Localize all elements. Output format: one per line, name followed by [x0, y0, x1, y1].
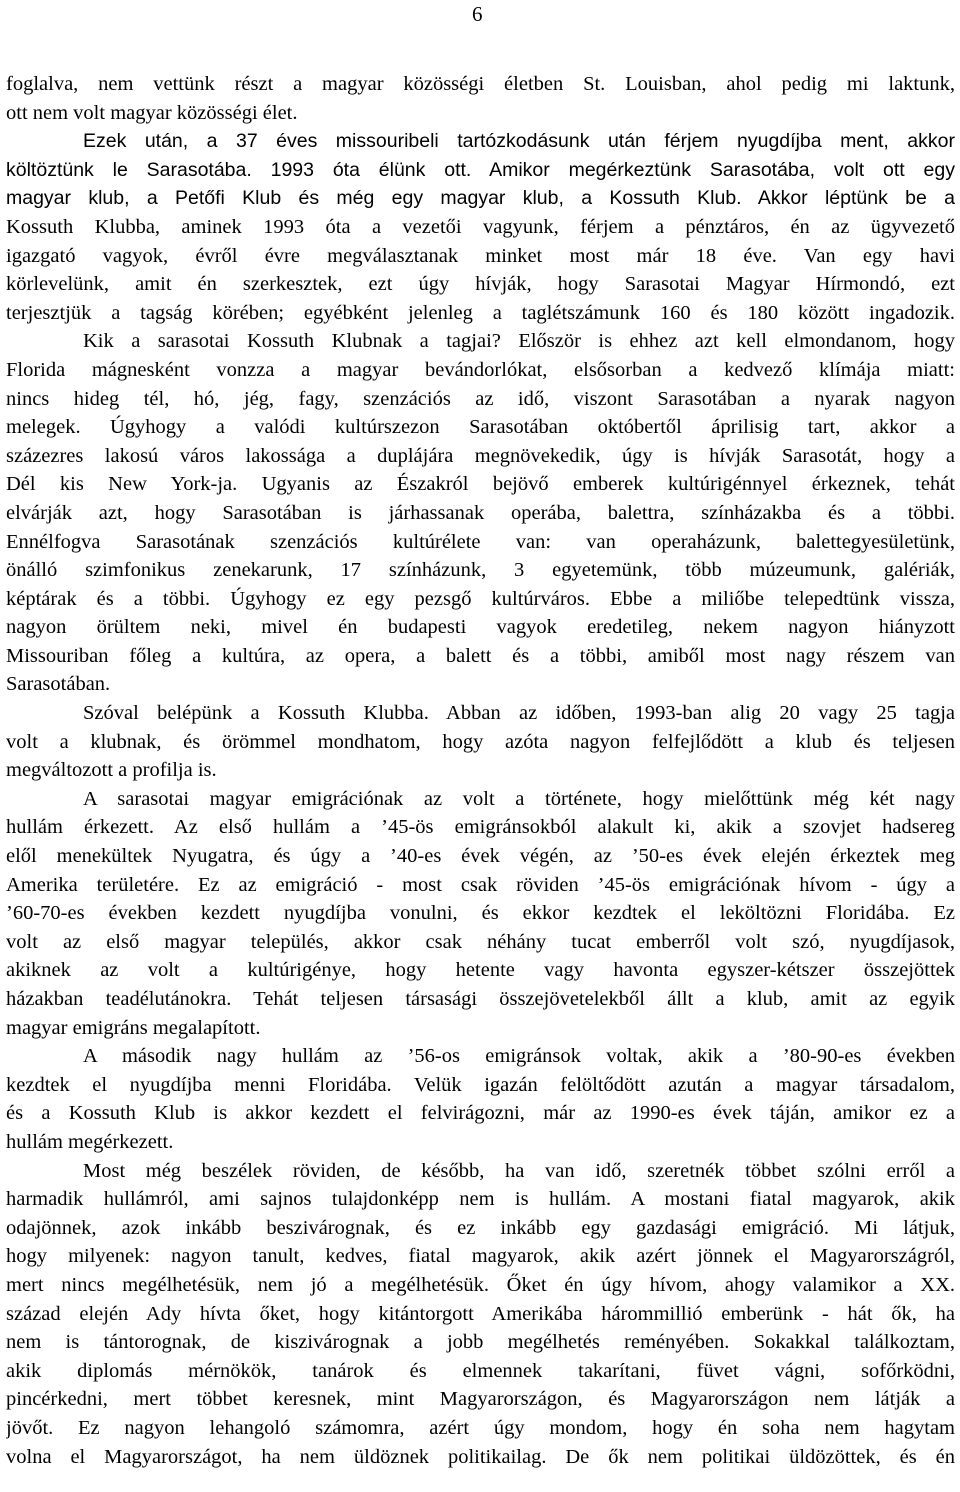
text-line: magyar emigráns megalapított.	[6, 1016, 261, 1039]
text-line: ott nem volt magyar közösségi élet.	[6, 101, 298, 124]
text-line: önálló szimfonikus zenekarunk, 17 színházunk, 3 egyetemünk, több múzeumunk, galériák,	[6, 559, 955, 582]
text-line: képtárak és a többi. Úgyhogy ez egy pezsgő kultúrváros. Ebbe a miliőbe telepedtünk vissza,	[6, 587, 955, 610]
text-line: nem is tántorognak, de kiszivárognak a jobb megélhetés reményében. Sokakkal találkoztam,	[6, 1331, 955, 1354]
text-line: megváltozott a profilja is.	[6, 759, 217, 782]
text-line: Most még beszélek röviden, de később, ha van idő, szeretnék többet szólni erről a	[83, 1159, 955, 1182]
text-line: Amerika területére. Ez az emigráció - most csak röviden ’45-ös emigrációnak hívom - úgy a	[6, 873, 955, 896]
text-line: nagyon örültem neki, mivel én budapesti vagyok eredetileg, nekem nagyon hiányzott	[6, 616, 955, 639]
text-line: akiknek az volt a kultúrigénye, hogy hetente vagy havonta egyszer-kétszer összejöttek	[6, 959, 955, 982]
text-line: foglalva, nem vettünk részt a magyar közösségi életben St. Louisban, ahol pedig mi laktunk,	[6, 73, 955, 95]
text-line: Ezek után, a 37 éves missouribeli tartózkodásunk után férjem nyugdíjba ment, akkor	[83, 130, 955, 153]
text-line: A második nagy hullám az ’56-os emigránsok voltak, akik a ’80-90-es években	[83, 1045, 955, 1068]
text-line: hullám érkezett. Az első hullám a ’45-ös emigránsokból alakult ki, akik a szovjet hadsereg	[6, 816, 955, 839]
text-line: Florida mágnesként vonzza a magyar bevándorlókat, elsősorban a kedvező klímája miatt:	[6, 358, 955, 381]
text-line: volt a klubnak, és örömmel mondhatom, hogy azóta nagyon felfejlődött a klub és teljesen	[6, 730, 955, 753]
text-line: magyar klub, a Petőfi Klub és még egy magyar klub, a Kossuth Klub. Akkor léptünk be a	[6, 187, 955, 210]
text-line: Kik a sarasotai Kossuth Klubnak a tagjai? Először is ehhez azt kell elmondanom, hogy	[83, 330, 955, 353]
text-line: százezres lakosú város lakossága a duplájára megnövekedik, úgy is hívják Sarasotát, hogy a	[6, 444, 955, 467]
text-line: Dél kis New York-ja. Ugyanis az Északról bejövő emberek kultúrigénnyel érkeznek, tehát	[6, 473, 955, 496]
text-line: terjesztjük a tagság körében; egyébként jelenleg a taglétszámunk 160 és 180 között ingadozik.	[6, 301, 955, 324]
body-text	[6, 70, 955, 1471]
text-line: század elején Ady hívta őket, hogy kitántorgott Amerikába hárommillió emberünk - hát ők, ha	[6, 1302, 955, 1325]
text-line: Szóval belépünk a Kossuth Klubba. Abban az időben, 1993-ban alig 20 vagy 25 tagja	[83, 702, 955, 725]
text-line: elvárják azt, hogy Sarasotában is járhassanak operába, balettra, színházakba és a többi.	[6, 501, 955, 524]
text-line: igazgató vagyok, évről évre megválasztanak minket most már 18 éve. Van egy havi	[6, 244, 955, 267]
text-line: költöztünk le Sarasotába. 1993 óta élünk ott. Amikor megérkeztünk Sarasotába, volt ott egy	[6, 158, 955, 181]
text-line: kezdtek el nyugdíjba menni Floridába. Velük igazán felöltődött azután a magyar társadalom,	[6, 1073, 955, 1096]
text-line: körlevelünk, amit én szerkesztek, ezt úgy hívják, hogy Sarasotai Magyar Hírmondó, ezt	[6, 273, 955, 296]
text-line: akik diplomás mérnökök, tanárok és elmennek takarítani, füvet vágni, sofőrködni,	[6, 1359, 955, 1382]
text-line: melegek. Úgyhogy a valódi kultúrszezon Sarasotában októbertől áprilisig tart, akkor a	[6, 416, 955, 439]
text-line: mert nincs megélhetésük, nem jó a megélhetésük. Őket én úgy hívom, ahogy valamikor a XX.	[6, 1273, 955, 1296]
text-line: Ennélfogva Sarasotának szenzációs kultúrélete van: van operaházunk, balettegyesületünk,	[6, 530, 955, 553]
text-line: ’60-70-es években kezdett nyugdíjba vonulni, és ekkor kezdtek el leköltözni Floridába. Ez	[6, 902, 955, 925]
text-line: volt az első magyar település, akkor csak néhány tucat emberről volt szó, nyugdíjasok,	[6, 930, 955, 953]
text-line: pincérkedni, mert többet keresnek, mint Magyarországon, és Magyarországon nem látják a	[6, 1388, 955, 1411]
text-line: Missouriban főleg a kultúra, az opera, a balett és a többi, amiből most nagy részem van	[6, 644, 955, 667]
text-line: hullám megérkezett.	[6, 1130, 174, 1153]
text-line: Kossuth Klubba, aminek 1993 óta a vezetői vagyunk, férjem a pénztáros, én az ügyvezető	[6, 215, 955, 238]
text-line: nincs hideg tél, hó, jég, fagy, szenzációs az idő, viszont Sarasotában a nyarak nagyon	[6, 387, 955, 410]
text-line: odajönnek, azok inkább beszivárognak, és ez inkább egy gazdasági emigráció. Mi látjuk,	[6, 1216, 955, 1239]
text-line: jövőt. Ez nagyon lehangoló számomra, azért úgy mondom, hogy én soha nem hagytam	[6, 1416, 955, 1439]
text-line: házakban teadélutánokra. Tehát teljesen társasági összejövetelekből állt a klub, amit az egyik	[6, 988, 955, 1010]
text-line: harmadik hullámról, ami sajnos tulajdonképp nem is hullám. A mostani fiatal magyarok, akik	[6, 1188, 955, 1211]
text-line: hogy milyenek: nagyon tanult, kedves, fiatal magyarok, akik azért jönnek el Magyarországról,	[6, 1245, 955, 1268]
text-line: és a Kossuth Klub is akkor kezdett el felvirágozni, már az 1990-es évek táján, amikor ez a	[6, 1102, 955, 1125]
text-line: A sarasotai magyar emigrációnak az volt a története, hogy mielőttünk még két nagy	[83, 787, 955, 810]
page-number: 6	[472, 2, 483, 26]
text-line: volna el Magyarországot, ha nem üldöznek politikailag. De ők nem politikai üldözöttek, és én	[6, 1445, 955, 1468]
text-line: Sarasotában.	[6, 673, 111, 696]
text-line: elől menekültek Nyugatra, és úgy a ’40-es évek végén, az ’50-es évek elején érkeztek meg	[6, 845, 955, 868]
